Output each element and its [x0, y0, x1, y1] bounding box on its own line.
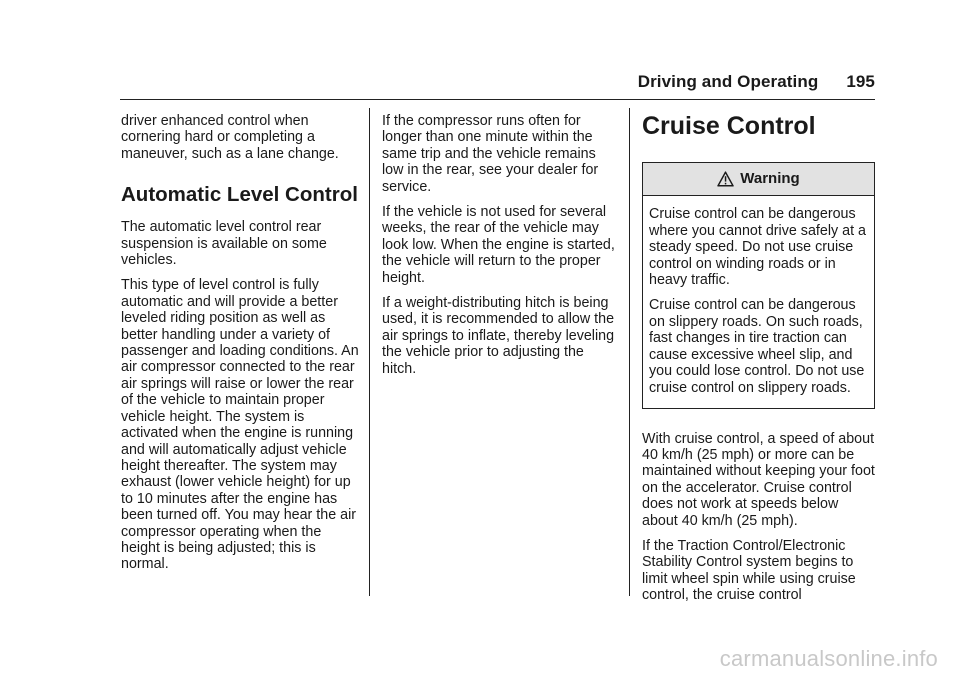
continued-paragraph: driver enhanced control when cornering hard or completing a maneuver, such as a lane change. [121, 113, 339, 162]
body-paragraph: The automatic level control rear suspension is available on some vehicles. [121, 219, 327, 269]
warning-body [643, 196, 874, 408]
column-divider-1 [369, 108, 370, 596]
header-divider [120, 99, 875, 100]
section-heading-cruise-control: Cruise Control [642, 112, 816, 140]
warning-paragraph: Cruise control can be dangerous on slippery roads. On such roads, fast changes in tire traction can cause excessive wheel slip, and you could lose control. Do not use cruise control on slippery roads. [649, 296, 865, 396]
column-divider-2 [629, 108, 630, 596]
column-1 [121, 113, 361, 582]
warning-title: Warning [740, 169, 800, 187]
body-paragraph: If the compressor runs often for longer than one minute within the same trip and the vehicle remains low in the rear, see your dealer for service. [382, 113, 599, 195]
body-paragraph: With cruise control, a speed of about 40 km/h (25 mph) or more can be maintained without keeping your foot on the accelerator. Cruise control does not work at speeds below about 40 km/h (25 mph). [642, 430, 875, 529]
body-paragraph: If a weight-distributing hitch is being used, it is recommended to allow the air springs to inflate, thereby leveling the vehicle prior to adjusting the hitch. [382, 295, 615, 377]
body-paragraph: If the vehicle is not used for several weeks, the rear of the vehicle may look low. When the engine is started, the vehicle will return to the proper height. [382, 204, 615, 286]
watermark-text: carmanualsonline.info [719, 646, 938, 671]
body-paragraph: If the Traction Control/Electronic Stability Control system begins to limit wheel spin while using cruise control, the cruise control [642, 537, 856, 604]
page-header [0, 72, 875, 92]
column-2 [382, 113, 620, 386]
chapter-title: Driving and Operating [637, 72, 819, 91]
warning-paragraph: Cruise control can be dangerous where you cannot drive safely at a steady speed. Do not use cruise control on winding roads or in heavy traffic. [649, 206, 866, 289]
watermark [0, 646, 960, 672]
warning-box [642, 162, 875, 409]
warning-triangle-icon [717, 171, 734, 187]
page-number: 195 [846, 72, 875, 91]
section-heading-automatic-level-control: Automatic Level Control [121, 183, 358, 207]
column-3 [642, 113, 876, 613]
body-paragraph: This type of level control is fully automatic and will provide a better leveled riding position as well as better handling under a variety of passenger and loading conditions. An air compressor connected to the rear air springs will raise or lower the rear of the vehicle to maintain proper vehicle height. The system is activated when the engine is running and will automatically adjust vehicle height thereafter. The system may exhaust (lower vehicle height) for up to 10 minutes after the engine has been turned off. You may hear the air compressor operating when the height is being adjusted; this is normal. [121, 277, 359, 573]
warning-header [643, 163, 874, 196]
